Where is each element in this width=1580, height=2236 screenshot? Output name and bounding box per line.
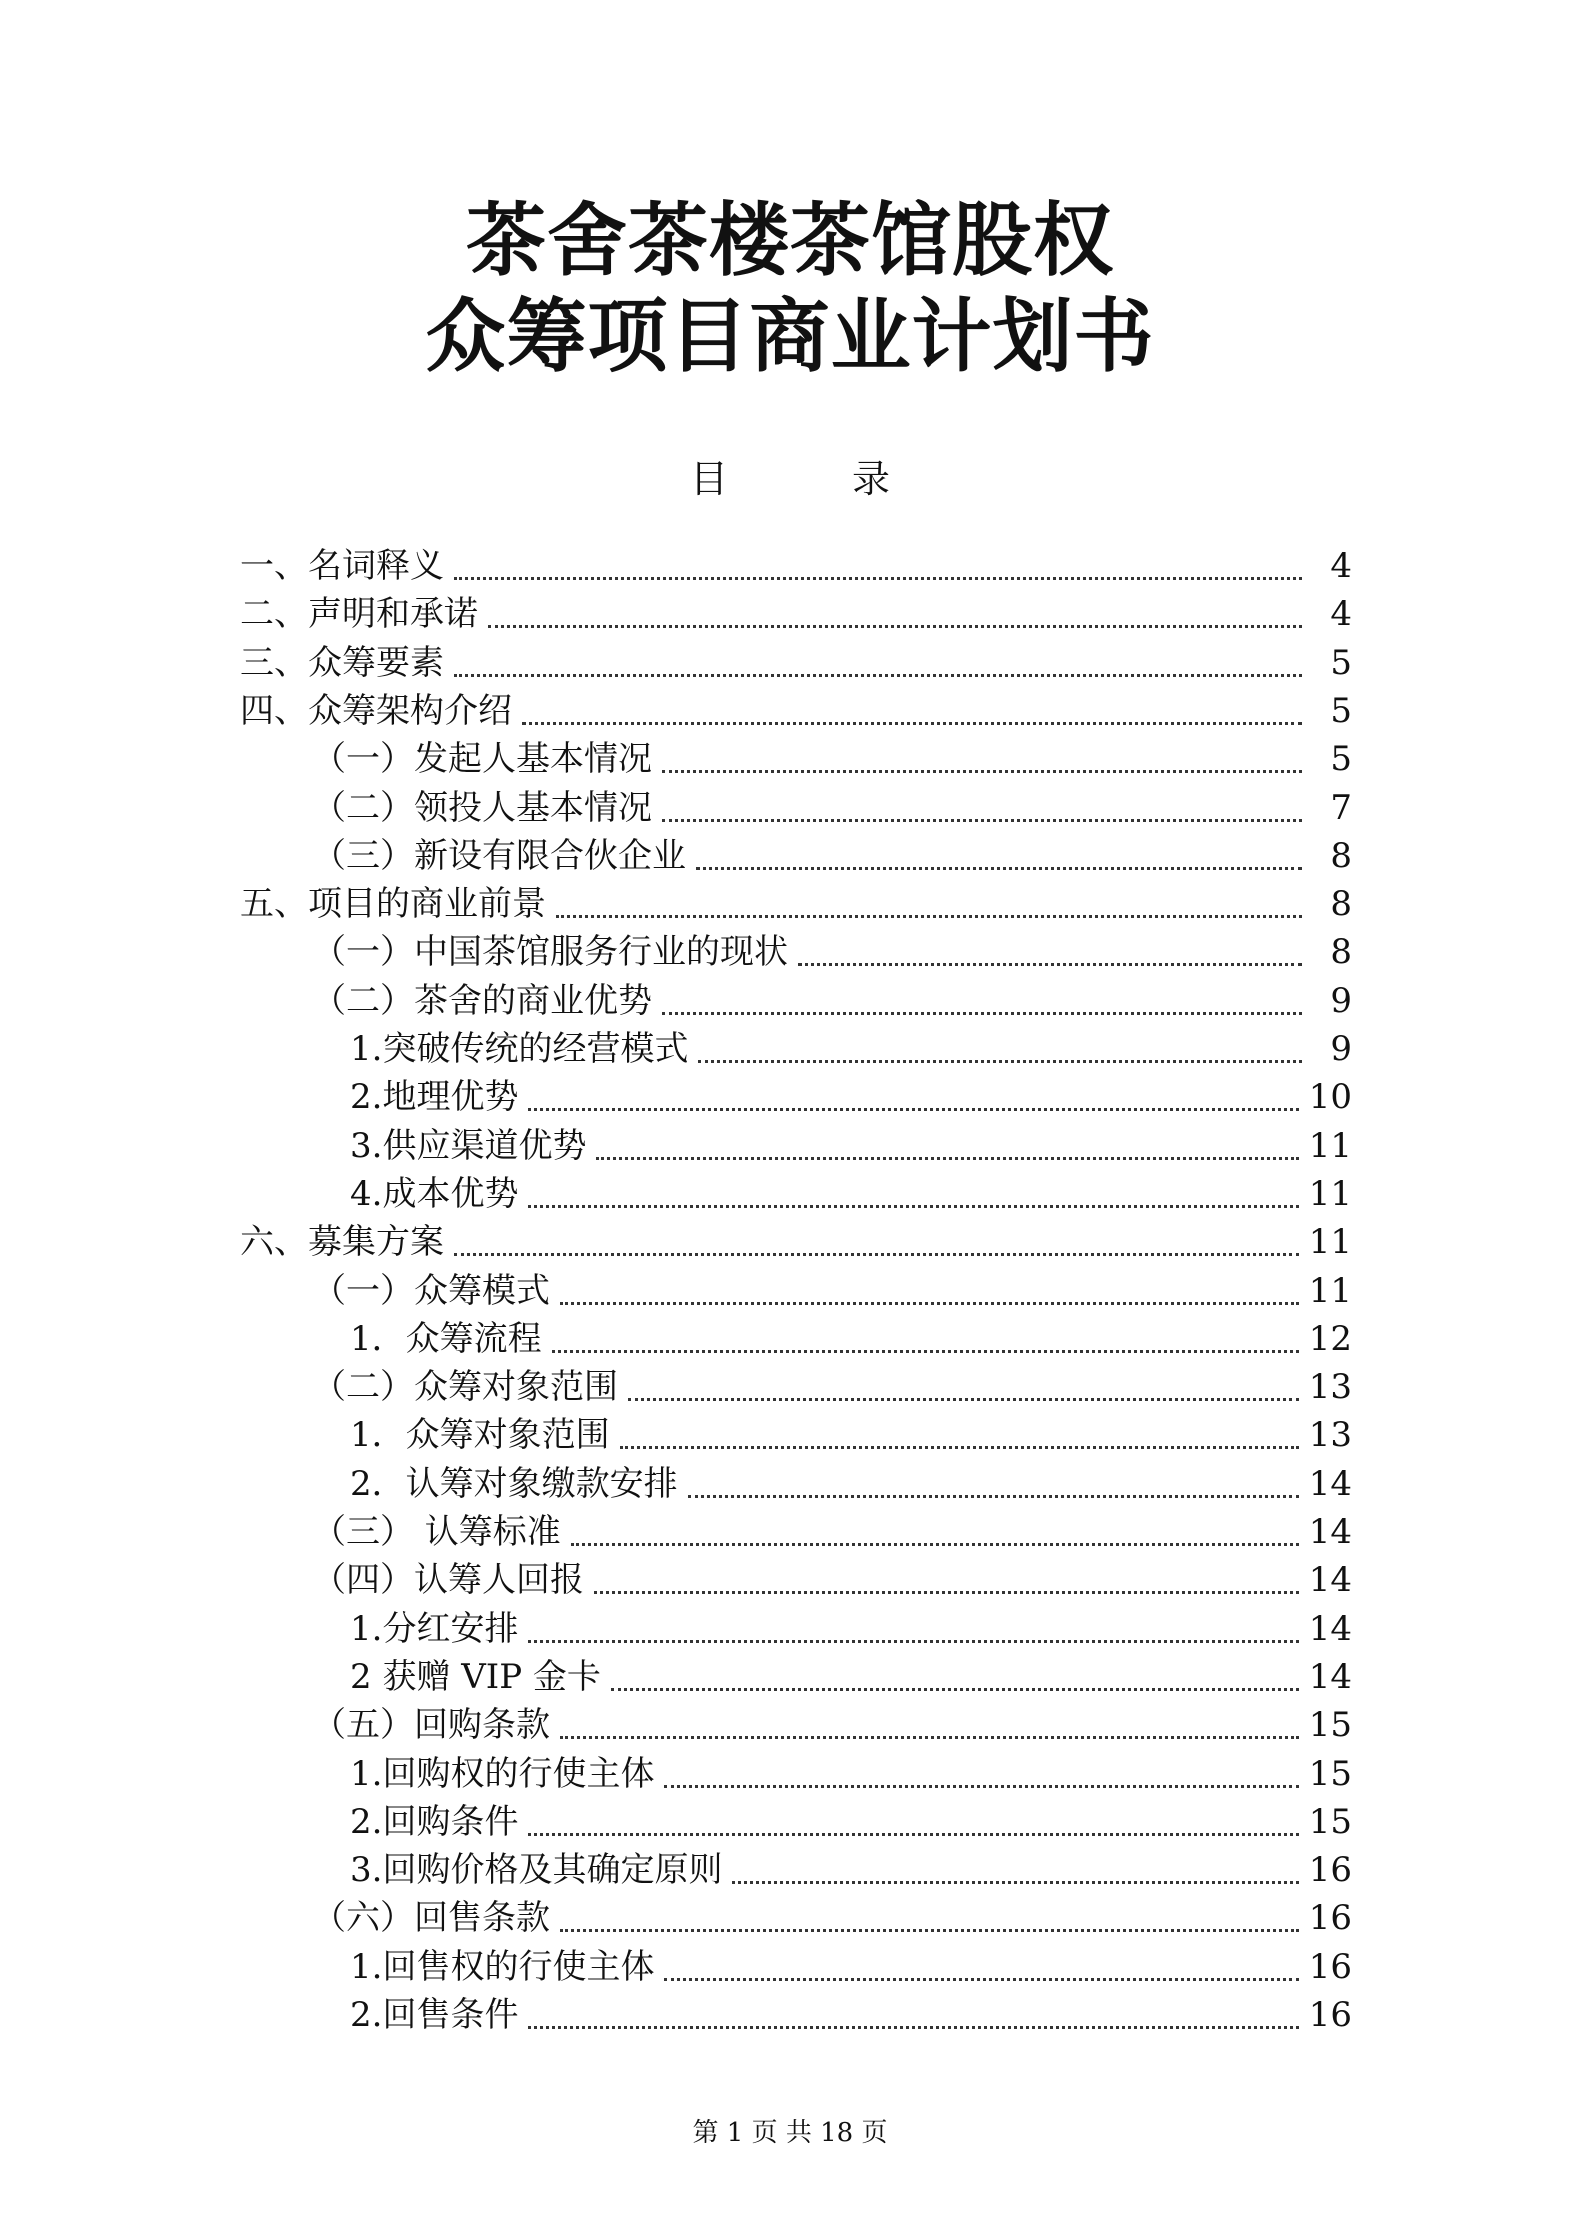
toc-dot-leader bbox=[571, 1542, 1299, 1546]
toc-entry-label: 3.供应渠道优势 bbox=[350, 1126, 587, 1166]
toc-entry-label: （六）回售条款 bbox=[312, 1898, 550, 1938]
toc-entry[interactable] bbox=[312, 735, 1352, 783]
toc-entry[interactable] bbox=[240, 687, 1352, 735]
toc-dot-leader bbox=[594, 1590, 1299, 1594]
toc-entry[interactable] bbox=[312, 928, 1352, 976]
toc-entry-label: （二）茶舍的商业优势 bbox=[312, 981, 652, 1021]
toc-entry-label: 2.回购条件 bbox=[350, 1802, 519, 1842]
toc-entry[interactable] bbox=[240, 639, 1352, 687]
toc-entry-page-number: 13 bbox=[1308, 1367, 1352, 1407]
document-title-line1: 茶舍茶楼茶馆股权 bbox=[466, 193, 1114, 287]
toc-dot-leader bbox=[556, 914, 1302, 918]
toc-entry-label: （一）中国茶馆服务行业的现状 bbox=[312, 932, 788, 972]
toc-entry-page-number: 13 bbox=[1308, 1415, 1352, 1455]
toc-dot-leader bbox=[798, 962, 1302, 966]
toc-dot-leader bbox=[688, 1494, 1299, 1498]
toc-entry[interactable] bbox=[312, 1894, 1352, 1942]
toc-dot-leader bbox=[528, 1639, 1298, 1643]
toc-entry-page-number: 14 bbox=[1308, 1560, 1352, 1600]
toc-entry-page-number: 8 bbox=[1330, 884, 1352, 924]
toc-dot-leader bbox=[560, 1735, 1299, 1739]
toc-entry[interactable] bbox=[350, 1411, 1352, 1459]
toc-entry[interactable] bbox=[312, 1508, 1352, 1556]
toc-dot-leader bbox=[552, 1349, 1299, 1353]
toc-entry[interactable] bbox=[312, 832, 1352, 880]
toc-entry-label: （五）回购条款 bbox=[312, 1705, 550, 1745]
document-title-line2: 众筹项目商业计划书 bbox=[425, 289, 1155, 383]
toc-entry-label: 六、募集方案 bbox=[240, 1222, 444, 1262]
toc-entry-label: 4.成本优势 bbox=[350, 1174, 519, 1214]
toc-entry-page-number: 10 bbox=[1308, 1077, 1352, 1117]
toc-dot-leader bbox=[732, 1880, 1298, 1884]
toc-dot-leader bbox=[664, 1784, 1298, 1788]
toc-entry-page-number: 4 bbox=[1330, 594, 1352, 634]
toc-entry-label: （二）领投人基本情况 bbox=[312, 788, 652, 828]
toc-entry-label: （一）发起人基本情况 bbox=[312, 739, 652, 779]
toc-entry[interactable] bbox=[350, 1315, 1352, 1363]
toc-entry-page-number: 14 bbox=[1308, 1657, 1352, 1697]
toc-entry-label: 2 获赠 VIP 金卡 bbox=[350, 1657, 601, 1697]
toc-dot-leader bbox=[696, 866, 1302, 870]
toc-dot-leader bbox=[528, 1832, 1298, 1836]
toc-dot-leader bbox=[528, 1107, 1298, 1111]
toc-entry-page-number: 11 bbox=[1308, 1174, 1352, 1214]
toc-entry-label: 2.回售条件 bbox=[350, 1995, 519, 2035]
toc-entry-page-number: 9 bbox=[1330, 1029, 1352, 1069]
toc-entry-page-number: 14 bbox=[1308, 1512, 1352, 1552]
toc-entry[interactable] bbox=[312, 1363, 1352, 1411]
toc-entry-label: （三） 认筹标准 bbox=[312, 1512, 561, 1552]
toc-dot-leader bbox=[522, 721, 1302, 725]
toc-dot-leader bbox=[611, 1687, 1299, 1691]
toc-entry-page-number: 15 bbox=[1308, 1802, 1352, 1842]
toc-entry-label: （一）众筹模式 bbox=[312, 1271, 550, 1311]
toc-dot-leader bbox=[664, 1977, 1298, 1981]
toc-entry[interactable] bbox=[240, 880, 1352, 928]
toc-dot-leader bbox=[488, 624, 1302, 628]
toc-entry-label: 1.回售权的行使主体 bbox=[350, 1947, 655, 1987]
toc-dot-leader bbox=[528, 2025, 1298, 2029]
toc-entry-page-number: 14 bbox=[1308, 1464, 1352, 1504]
toc-dot-leader bbox=[662, 1011, 1302, 1015]
toc-entry-label: （四）认筹人回报 bbox=[312, 1560, 584, 1600]
toc-dot-leader bbox=[454, 576, 1302, 580]
toc-entry[interactable] bbox=[312, 784, 1352, 832]
toc-dot-leader bbox=[628, 1397, 1299, 1401]
toc-entry[interactable] bbox=[350, 1846, 1352, 1894]
toc-entry-label: 1.突破传统的经营模式 bbox=[350, 1029, 689, 1069]
toc-entry-label: 三、众筹要素 bbox=[240, 643, 444, 683]
toc-dot-leader bbox=[454, 673, 1302, 677]
toc-entry[interactable] bbox=[350, 1991, 1352, 2039]
toc-dot-leader bbox=[454, 1252, 1299, 1256]
toc-entry-label: 1.回购权的行使主体 bbox=[350, 1754, 655, 1794]
toc-entry-label: 2.地理优势 bbox=[350, 1077, 519, 1117]
toc-entry-page-number: 11 bbox=[1308, 1126, 1352, 1166]
toc-entry-page-number: 5 bbox=[1330, 643, 1352, 683]
toc-entry[interactable] bbox=[350, 1605, 1352, 1653]
toc-entry-page-number: 16 bbox=[1308, 1947, 1352, 1987]
page-footer: 第 1 页 共 18 页 bbox=[692, 2118, 888, 2148]
toc-entry-label: 2．认筹对象缴款安排 bbox=[350, 1464, 678, 1504]
toc-entry-label: （三）新设有限合伙企业 bbox=[312, 836, 686, 876]
toc-entry-label: 五、项目的商业前景 bbox=[240, 884, 546, 924]
toc-entry[interactable] bbox=[240, 590, 1352, 638]
toc-entry-page-number: 8 bbox=[1330, 932, 1352, 972]
toc-entry[interactable] bbox=[312, 977, 1352, 1025]
toc-entry-page-number: 11 bbox=[1308, 1222, 1352, 1262]
toc-entry[interactable] bbox=[350, 1750, 1352, 1798]
toc-dot-leader bbox=[698, 1059, 1302, 1063]
toc-dot-leader bbox=[596, 1156, 1298, 1160]
toc-entry[interactable] bbox=[350, 1073, 1352, 1121]
toc-entry-page-number: 14 bbox=[1308, 1609, 1352, 1649]
toc-entry-label: 1.分红安排 bbox=[350, 1609, 519, 1649]
toc-dot-leader bbox=[620, 1445, 1299, 1449]
toc-entry[interactable] bbox=[350, 1460, 1352, 1508]
toc-entry-label: 1．众筹对象范围 bbox=[350, 1415, 610, 1455]
toc-entry-page-number: 15 bbox=[1308, 1705, 1352, 1745]
toc-entry-page-number: 8 bbox=[1330, 836, 1352, 876]
toc-entry-label: 一、名词释义 bbox=[240, 546, 444, 586]
toc-entry-label: 二、声明和承诺 bbox=[240, 594, 478, 634]
toc-entry-page-number: 4 bbox=[1330, 546, 1352, 586]
toc-entry[interactable] bbox=[240, 1218, 1352, 1266]
toc-entry-page-number: 16 bbox=[1308, 1898, 1352, 1938]
toc-entry-page-number: 7 bbox=[1330, 788, 1352, 828]
toc-dot-leader bbox=[560, 1301, 1299, 1305]
toc-entry[interactable] bbox=[350, 1025, 1352, 1073]
toc-dot-leader bbox=[560, 1928, 1299, 1932]
toc-dot-leader bbox=[528, 1204, 1298, 1208]
toc-dot-leader bbox=[662, 769, 1302, 773]
toc-entry-label: 四、众筹架构介绍 bbox=[240, 691, 512, 731]
toc-entry-label: 3.回购价格及其确定原则 bbox=[350, 1850, 723, 1890]
toc-entry[interactable] bbox=[350, 1653, 1352, 1701]
toc-entry[interactable] bbox=[312, 1701, 1352, 1749]
toc-entry-page-number: 5 bbox=[1330, 739, 1352, 779]
toc-entry[interactable] bbox=[350, 1798, 1352, 1846]
toc-dot-leader bbox=[662, 818, 1302, 822]
toc-entry-page-number: 15 bbox=[1308, 1754, 1352, 1794]
toc-entry-page-number: 9 bbox=[1330, 981, 1352, 1021]
toc-entry-page-number: 11 bbox=[1308, 1271, 1352, 1311]
toc-entry[interactable] bbox=[350, 1122, 1352, 1170]
toc-entry-page-number: 16 bbox=[1308, 1850, 1352, 1890]
toc-entry[interactable] bbox=[240, 542, 1352, 590]
toc-entry-page-number: 16 bbox=[1308, 1995, 1352, 2035]
toc-entry-label: （二）众筹对象范围 bbox=[312, 1367, 618, 1407]
toc-entry-page-number: 12 bbox=[1308, 1319, 1352, 1359]
toc-entry-label: 1．众筹流程 bbox=[350, 1319, 542, 1359]
toc-heading: 目 录 bbox=[689, 457, 947, 501]
toc-entry[interactable] bbox=[350, 1170, 1352, 1218]
toc-entry[interactable] bbox=[312, 1267, 1352, 1315]
toc-entry[interactable] bbox=[312, 1556, 1352, 1604]
toc-entry[interactable] bbox=[350, 1943, 1352, 1991]
toc-entry-page-number: 5 bbox=[1330, 691, 1352, 731]
